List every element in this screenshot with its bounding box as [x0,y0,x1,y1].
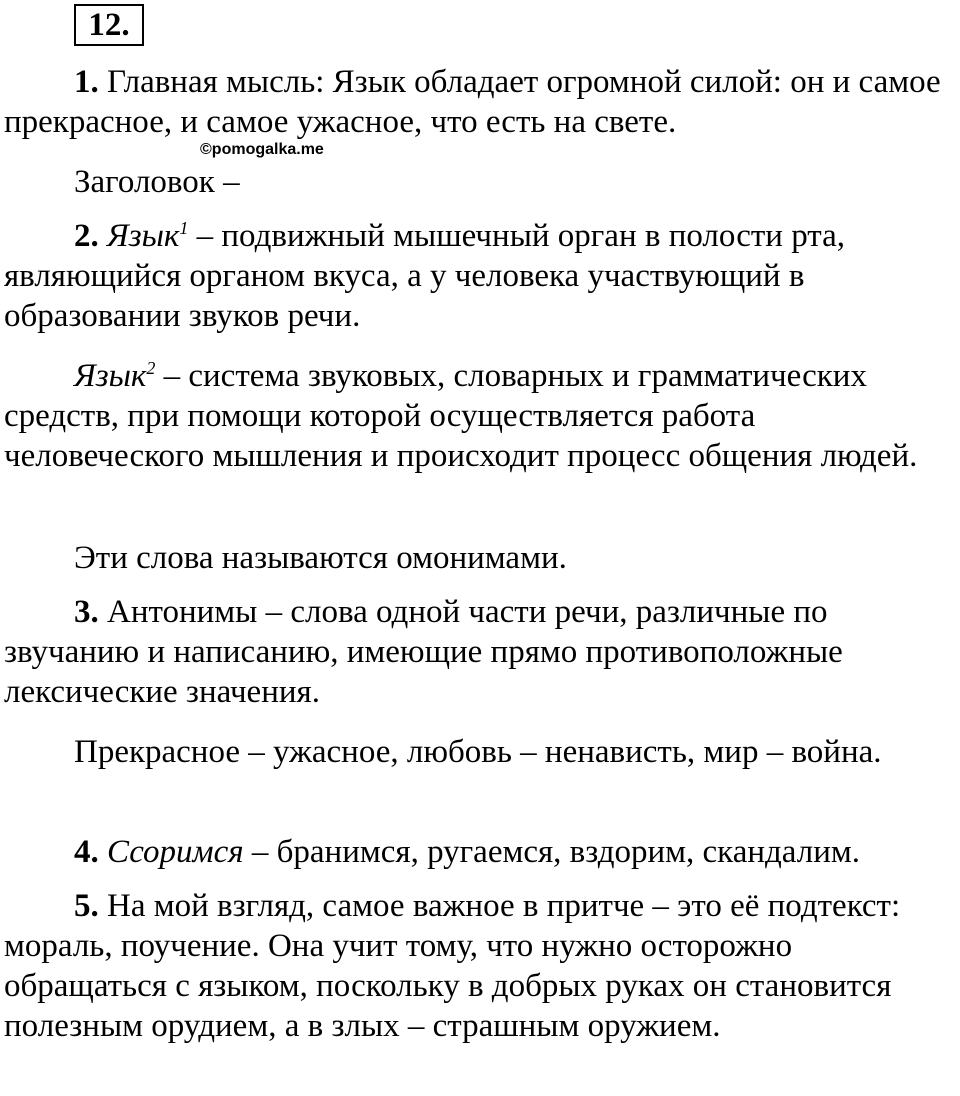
item-number-3: 3. [74,594,99,630]
paragraph-1 [4,62,958,142]
paragraph-3-text: Антонимы – слова одной части речи, различные по звучанию и написанию, имеющие прямо противоположные лексические значения. [4,594,843,710]
paragraph-2-text: – подвижный мышечный орган в полости рта, являющийся органом вкуса, а у человека участвующий в образовании звуков речи. [4,218,845,334]
item-number-1: 1. [74,64,99,100]
superscript-1: 1 [179,218,189,238]
term-yazyk-1: Язык [107,218,180,254]
item-number-5: 5. [74,888,99,924]
task-number-box [74,4,144,46]
paragraph-5 [4,886,958,1046]
paragraph-4-text: – бранимся, ругаемся, вздорим, скандалим. [243,834,861,870]
title-line-text: Заголовок – [74,164,240,200]
paragraph-4 [4,832,958,872]
item-number-4: 4. [74,834,99,870]
term-ssorimsya: Ссоримся [107,834,244,870]
task-number: 12. [88,7,130,43]
antonyms-examples-text: Прекрасное – ужасное, любовь – ненависть, мир – война. [74,734,882,770]
term-yazyk-2: Язык [74,358,147,394]
paragraph-5-text: На мой взгляд, самое важное в притче – это её подтекст: мораль, поучение. Она учит тому, что нужно осторожно обращаться с языком, поскольку в добрых руках он становится полезным орудием, а в злых – страшным оружием. [4,888,901,1044]
homonyms-line [4,538,958,578]
superscript-2: 2 [146,358,156,378]
paragraph-2 [4,216,958,336]
homonyms-text: Эти слова называются омонимами. [74,540,567,576]
title-line [4,162,958,202]
watermark: ©pomogalka.me [200,141,324,158]
item-number-2: 2. [74,218,99,254]
paragraph-2b-text: – система звуковых, словарных и грамматических средств, при помощи которой осуществляется работа человеческого мышления и происходит процесс общения людей. [4,358,918,474]
paragraph-1-text: Главная мысль: Язык обладает огромной силой: он и самое прекрасное, и самое ужасное, что есть на свете. [4,64,941,140]
antonyms-examples [4,732,958,772]
paragraph-3 [4,592,958,712]
paragraph-2b [4,356,958,476]
